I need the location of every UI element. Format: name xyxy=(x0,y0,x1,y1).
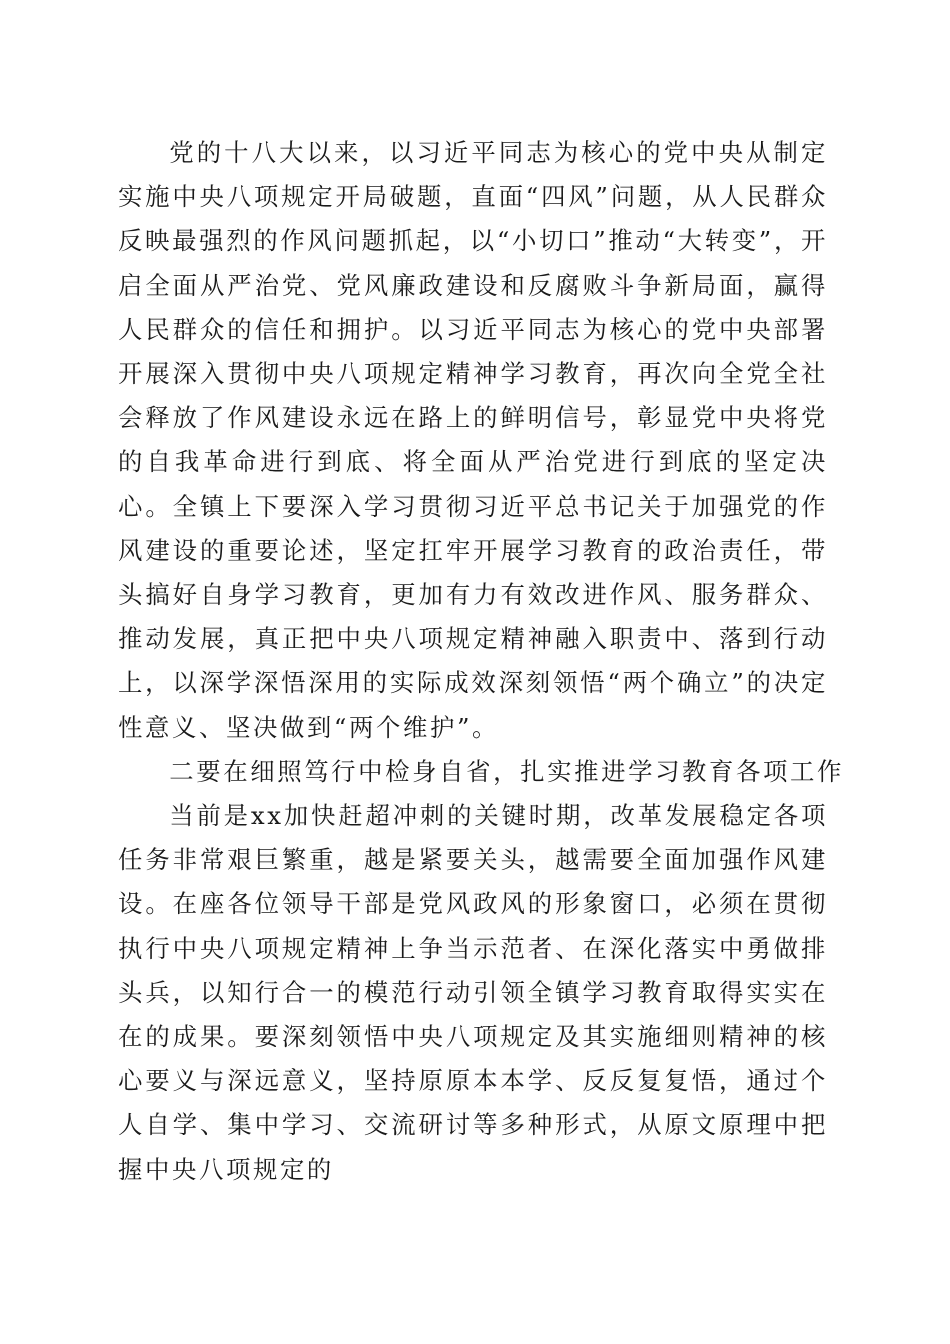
paragraph-current-period: 当前是xx加快赶超冲刺的关键时期，改革发展稳定各项任务非常艰巨繁重，越是紧要关头，越需要全面加强作风建设。在座各位领导干部是党风政风的形象窗口，必须在贯彻执行中央八项规定精神上争当示范者、在深化落实中勇做排头兵，以知行合一的模范行动引领全镇学习教育取得实实在在的成果。要深刻领悟中央八项规定及其实施细则精神的核心要义与深远意义，坚持原原本本学、反反复复悟，通过个人自学、集中学习、交流研讨等多种形式，从原文原理中把握中央八项规定的 xyxy=(118,801,828,1184)
section-heading-2: 二要在细照笃行中检身自省，扎实推进学习教育各项工作 xyxy=(169,756,845,786)
document-body xyxy=(118,131,845,1192)
paragraph-party-conduct-overview: 党的十八大以来，以习近平同志为核心的党中央从制定实施中央八项规定开局破题，直面“四风”问题，从人民群众反映最强烈的作风问题抓起，以“小切口”推动“大转变”，开启全面从严治党、党风廉政建设和反腐败斗争新局面，赢得人民群众的信任和拥护。以习近平同志为核心的党中央部署开展深入贯彻中央八项规定精神学习教育，再次向全党全社会释放了作风建设永远在路上的鲜明信号，彰显党中央将党的自我革命进行到底、将全面从严治党进行到底的坚定决心。全镇上下要深入学习贯彻习近平总书记关于加强党的作风建设的重要论述，坚定扛牢开展学习教育的政治责任，带头搞好自身学习教育，更加有力有效改进作风、服务群众、推动发展，真正把中央八项规定精神融入职责中、落到行动上，以深学深悟深用的实际成效深刻领悟“两个确立”的决定性意义、坚决做到“两个维护”。 xyxy=(118,138,828,742)
